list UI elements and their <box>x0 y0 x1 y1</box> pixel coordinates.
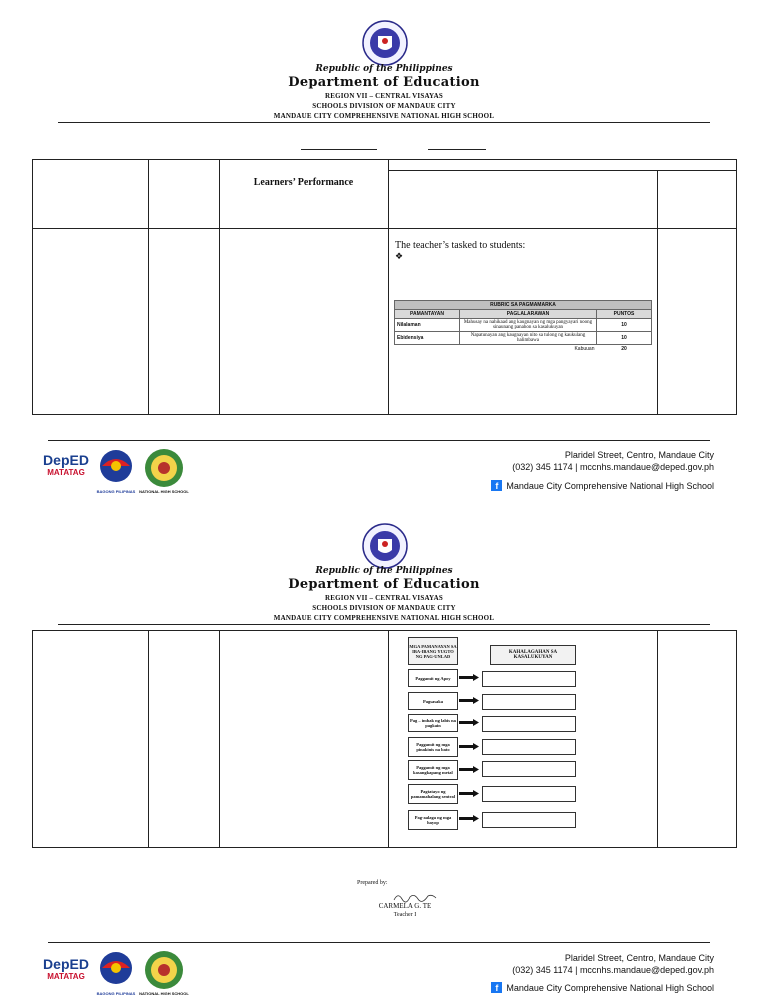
blank-line <box>428 149 486 150</box>
task-intro: The teacher’s tasked to students: <box>395 240 526 251</box>
footer-contact: (032) 345 1174 | mccnhs.mandaue@deped.gov.ph <box>512 965 714 975</box>
table-divider <box>388 170 737 171</box>
lesson-table <box>32 159 737 415</box>
deped-seal-icon <box>362 523 408 569</box>
republic-label: Republic of the Philippines <box>315 64 453 74</box>
deped-seal-icon <box>362 20 408 66</box>
rubric-title: RUBRIC SA PAGMAMARKA <box>395 301 652 310</box>
rubric-col-header: PAMANTAYAN <box>395 310 460 319</box>
signatory-title: Teacher I <box>393 912 417 918</box>
footer-address: Plaridel Street, Centro, Mandaue City <box>564 953 714 963</box>
division-label: SCHOOLS DIVISION OF MANDAUE CITY <box>312 102 456 110</box>
rubric-table <box>394 300 652 353</box>
division-label: SCHOOLS DIVISION OF MANDAUE CITY <box>312 604 456 612</box>
footer-rule <box>48 440 710 441</box>
school-logo-label: NATIONAL HIGH SCHOOL <box>139 489 189 494</box>
bagong-pilipinas-label: BAGONG PILIPINAS <box>96 991 136 996</box>
arrow-right-icon <box>459 674 479 681</box>
task-bullet: ❖ <box>395 251 404 261</box>
rubric-total-points: 20 <box>621 346 627 352</box>
department-title: Department of Education <box>288 577 480 592</box>
organizer-right-header: KAHALAGAHAN SA KASALUKUYAN <box>490 645 576 665</box>
organizer-item: Paggamit ng Apoy <box>408 669 458 687</box>
organizer-answer-box <box>482 671 576 687</box>
matatag-logo-text: MATATAG <box>47 468 85 477</box>
rubric-criterion: Nilalaman <box>395 319 460 332</box>
deped-logo-text: DepED <box>43 452 89 468</box>
arrow-right-icon <box>459 719 479 726</box>
rubric-col-header: PAGLALARAWAN <box>460 310 597 319</box>
header-rule <box>58 624 710 625</box>
table-divider <box>388 630 389 848</box>
arrow-right-icon <box>459 697 479 704</box>
arrow-right-icon <box>459 766 479 773</box>
department-title: Department of Education <box>288 75 480 90</box>
bagong-pilipinas-logo-icon <box>96 448 136 488</box>
rubric-col-header: PUNTOS <box>597 310 652 319</box>
bagong-pilipinas-label: BAGONG PILIPINAS <box>96 489 136 494</box>
table-divider <box>219 630 220 848</box>
table-divider <box>657 170 658 415</box>
deped-matatag-logo <box>40 452 92 477</box>
footer-address: Plaridel Street, Centro, Mandaue City <box>564 450 714 460</box>
table-divider <box>148 630 149 848</box>
organizer-answer-box <box>482 786 576 802</box>
organizer-answer-box <box>482 812 576 828</box>
bagong-pilipinas-logo-icon <box>96 950 136 990</box>
republic-label: Republic of the Philippines <box>315 566 453 576</box>
organizer-left-header: MGA PAMANAYAN SA IBA-IBANG YUGTO NG PAG-UNLAD <box>408 637 458 665</box>
region-label: REGION VII – CENTRAL VISAYAS <box>324 92 444 100</box>
region-label: REGION VII – CENTRAL VISAYAS <box>324 594 444 602</box>
arrow-right-icon <box>459 790 479 797</box>
signatory-name: CARMELA G. TE <box>378 902 432 910</box>
rubric-points: 10 <box>597 332 652 345</box>
rubric-points: 10 <box>597 319 652 332</box>
blank-line <box>301 149 377 150</box>
arrow-right-icon <box>459 815 479 822</box>
rubric-description: Napatunayan ang kaugnayan nito sa tulong ng kaukulang halimbawa <box>460 332 597 345</box>
facebook-icon: f <box>491 982 502 993</box>
matatag-logo-text: MATATAG <box>47 972 85 981</box>
organizer-item: Pag – imbak ng labis na pagkain <box>408 714 458 732</box>
deped-matatag-logo <box>40 956 92 981</box>
school-logo-icon <box>143 949 185 991</box>
organizer-answer-box <box>482 694 576 710</box>
organizer-item: Pagsasaka <box>408 692 458 710</box>
table-divider <box>657 630 658 848</box>
lesson-table-continued <box>32 630 737 848</box>
organizer-item: Pag-aalaga ng mga hayop <box>408 810 458 830</box>
footer-rule <box>48 942 710 943</box>
footer-contact: (032) 345 1174 | mccnhs.mandaue@deped.gov.ph <box>512 462 714 472</box>
organizer-item: Paggamit ng mga kasangkapang metal <box>408 760 458 780</box>
rubric-criterion: Ebidensiya <box>395 332 460 345</box>
organizer-item: Pagtatayo ng pamamahalang sentral <box>408 784 458 804</box>
school-label: MANDAUE CITY COMPREHENSIVE NATIONAL HIGH SCHOOL <box>273 614 495 622</box>
facebook-icon: f <box>491 480 502 491</box>
arrow-right-icon <box>459 743 479 750</box>
school-logo-icon <box>143 447 185 489</box>
school-logo-label: NATIONAL HIGH SCHOOL <box>139 991 189 996</box>
organizer-answer-box <box>482 739 576 755</box>
deped-logo-text: DepED <box>43 956 89 972</box>
organizer-answer-box <box>482 716 576 732</box>
footer-facebook <box>491 480 714 491</box>
rubric-total-label: Kabuuan <box>574 346 595 352</box>
table-divider <box>388 159 389 415</box>
header-rule <box>58 122 710 123</box>
facebook-page-name: Mandaue City Comprehensive National High School <box>506 480 714 491</box>
rubric-description: Mahusay na nahikaad ang kaugnayan ng mga pangyayari noong sinaunang panahon sa kasalukuyan <box>460 319 597 332</box>
organizer-item: Paggamit ng mga pinakinis na bato <box>408 737 458 757</box>
organizer-answer-box <box>482 761 576 777</box>
table-divider <box>148 159 149 415</box>
prepared-by-label: Prepared by: <box>357 880 388 886</box>
facebook-page-name: Mandaue City Comprehensive National High School <box>506 982 714 993</box>
table-divider <box>32 228 737 229</box>
table-divider <box>219 159 220 415</box>
learners-performance-header: Learners’ Performance <box>253 177 354 188</box>
footer-facebook <box>491 982 714 993</box>
school-label: MANDAUE CITY COMPREHENSIVE NATIONAL HIGH SCHOOL <box>273 112 495 120</box>
